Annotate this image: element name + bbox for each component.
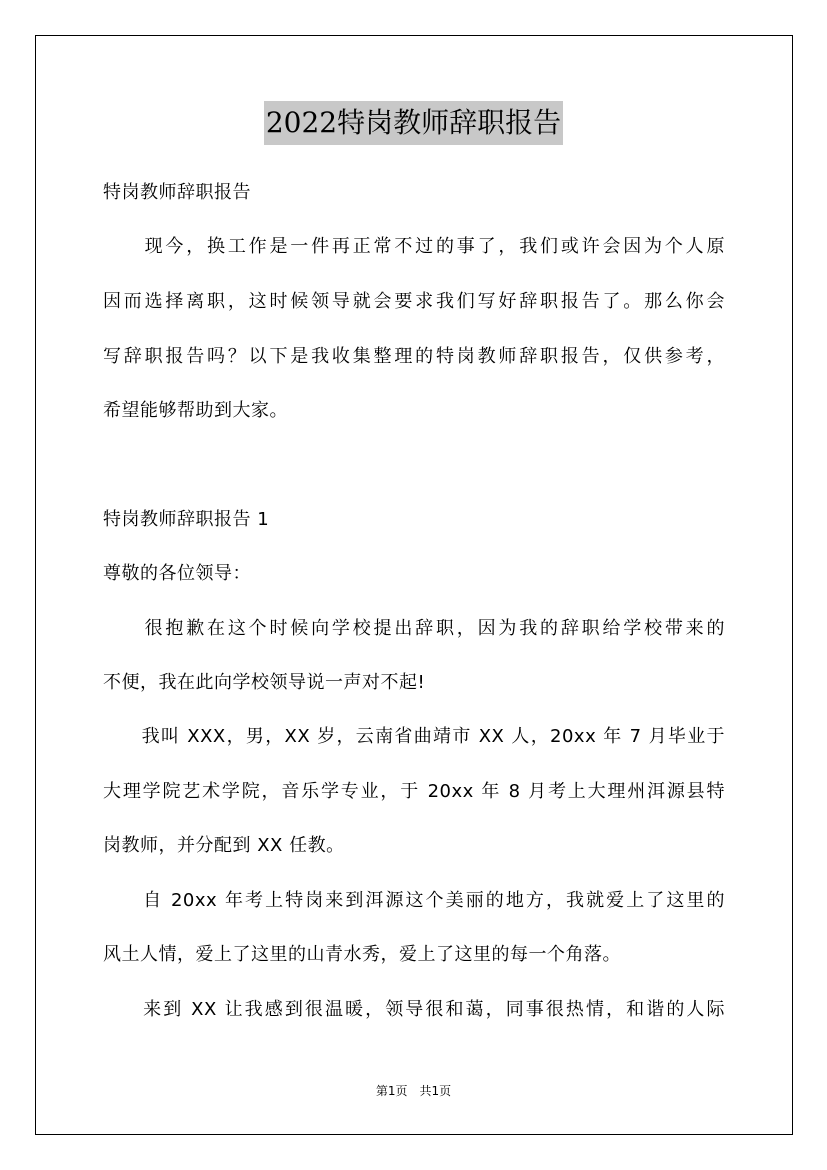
paragraph-line: 自 20xx 年考上特岗来到洱源这个美丽的地方，我就爱上了这里的 <box>103 890 725 911</box>
paragraph-line: 现今，换工作是一件再正常不过的事了，我们或许会因为个人原 <box>103 236 725 257</box>
section-heading: 特岗教师辞职报告 1 <box>103 509 270 530</box>
paragraph-line: 希望能够帮助到大家。 <box>103 400 288 421</box>
paragraph-line: 岗教师，并分配到 XX 任教。 <box>103 835 345 856</box>
intro-heading: 特岗教师辞职报告 <box>103 182 251 203</box>
document-title: 2022特岗教师辞职报告 <box>264 101 563 145</box>
paragraph-line: 很抱歉在这个时候向学校提出辞职，因为我的辞职给学校带来的 <box>103 618 725 639</box>
page-footer: 第1页 共1页 <box>375 1084 452 1098</box>
paragraph-line: 因而选择离职，这时候领导就会要求我们写好辞职报告了。那么你会 <box>103 291 725 312</box>
paragraph-line: 来到 XX 让我感到很温暖，领导很和蔼，同事很热情，和谐的人际 <box>103 999 725 1020</box>
paragraph-line: 我叫 XXX，男，XX 岁，云南省曲靖市 XX 人，20xx 年 7 月毕业于 <box>103 726 725 747</box>
paragraph-line: 大理学院艺术学院，音乐学专业，于 20xx 年 8 月考上大理州洱源县特 <box>103 781 725 802</box>
paragraph-line: 风土人情，爱上了这里的山青水秀，爱上了这里的每一个角落。 <box>103 944 621 965</box>
paragraph-line: 不便，我在此向学校领导说一声对不起! <box>103 672 426 693</box>
salutation: 尊敬的各位领导： <box>103 563 251 584</box>
paragraph-line: 写辞职报告吗？以下是我收集整理的特岗教师辞职报告，仅供参考， <box>103 346 725 367</box>
